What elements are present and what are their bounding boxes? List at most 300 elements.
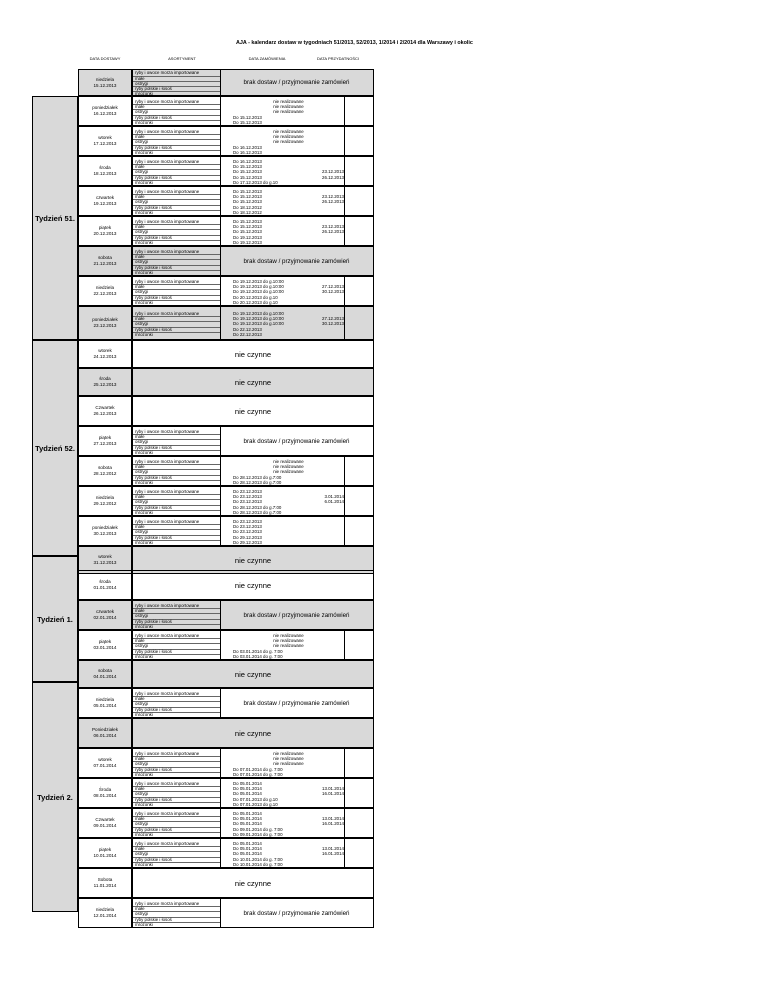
delivery-day	[78, 486, 132, 516]
header-assortment: ASORTYMENT	[168, 56, 196, 61]
day-name: Czwartek	[95, 817, 115, 822]
day-name: wtorek	[98, 348, 112, 353]
assortment-name: ostrygi	[135, 199, 148, 205]
day-name: czwartek	[95, 195, 115, 200]
day-details	[132, 156, 374, 186]
order-deadline: Do 05.01.2014	[233, 791, 262, 797]
column-divider	[344, 307, 345, 339]
day-details	[132, 898, 374, 928]
day-date: 18.12.2013	[93, 171, 117, 176]
day-details	[132, 246, 374, 276]
acceptance-date: 13.01.2014	[322, 846, 344, 852]
column-divider	[220, 601, 221, 629]
day-name: piątek	[98, 639, 112, 644]
assortment-name: ryby polskie i łosoś	[135, 264, 172, 270]
day-name: czwartek	[95, 609, 115, 614]
assortment-name: ryby polskie i łosoś	[135, 648, 172, 654]
assortment-name: ryby i owoce morza importowane	[135, 98, 200, 104]
acceptance-date: 16.01.2014	[322, 791, 344, 797]
assortment-name: ryby i owoce morza importowane	[135, 218, 200, 224]
assortment-name: ryby i owoce morza importowane	[135, 458, 200, 464]
column-divider	[344, 127, 345, 155]
assortment-name: mrożonki	[135, 831, 153, 837]
assortment-name: ryby i owoce morza importowane	[135, 248, 200, 254]
week-label: Tydzień 2.	[32, 682, 78, 912]
day-date: 09.01.2014	[93, 823, 117, 828]
day-details	[132, 340, 374, 368]
assortment-name: ostrygi	[135, 701, 148, 707]
assortment-name: ryby i owoce morza importowane	[135, 840, 200, 846]
delivery-day	[78, 276, 132, 306]
day-details	[132, 718, 374, 748]
delivery-day	[78, 156, 132, 186]
assortment-name: mrożonki	[135, 479, 153, 485]
week-label: Tydzień 52.	[32, 340, 78, 556]
assortment-name: ostrygi	[135, 169, 148, 175]
order-deadline: Do 23.12.2013	[233, 488, 262, 494]
acceptance-date: 26.12.2013	[322, 229, 344, 235]
delivery-day	[78, 838, 132, 868]
assortment-name: małe	[135, 524, 145, 530]
assortment-name: ostrygi	[135, 791, 148, 797]
assortment-row	[133, 654, 373, 659]
document-title: AJA - kalendarz dostaw w tygodniach 51/2013, 52/2013, 1/2014 i 2/2014 dla Warszawy i okolic	[236, 40, 473, 46]
assortment-name: ostrygi	[135, 439, 148, 445]
assortment-row	[133, 862, 373, 867]
assortment-name: ryby polskie i łosoś	[135, 144, 172, 150]
column-divider	[344, 457, 345, 485]
order-deadline: Do 29.12.2013	[233, 539, 262, 545]
order-deadline: Do 15.12.2013	[233, 199, 262, 205]
day-details	[132, 778, 374, 808]
delivery-day	[78, 868, 132, 898]
order-deadline: Do 10.01.2014 do g. 7:00	[233, 856, 283, 862]
assortment-name: ryby i owoce morza importowane	[135, 780, 200, 786]
column-divider	[344, 779, 345, 807]
delivery-day	[78, 246, 132, 276]
order-deadline: Do 05.01.2014	[233, 780, 262, 786]
assortment-name: ryby i owoce morza importowane	[135, 488, 200, 494]
assortment-name: małe	[135, 494, 145, 500]
assortment-name: ostrygi	[135, 139, 148, 145]
order-deadline: Do 19.12.2013 do g.10:00	[233, 321, 284, 327]
order-deadline: Do 20.12.2013 do g.10	[233, 294, 278, 300]
order-deadline: Do 23.12.2013	[233, 518, 262, 524]
assortment-name: ryby polskie i łosoś	[135, 294, 172, 300]
order-deadline: Do 18.12.2012	[233, 204, 262, 210]
column-divider	[220, 899, 221, 927]
closed-label: nie czynne	[234, 406, 272, 416]
assortment-name: mrożonki	[135, 209, 153, 215]
day-name: niedziela	[95, 907, 115, 912]
assortment-name: mrożonki	[135, 623, 153, 629]
acceptance-date: 23.12.2013	[322, 224, 344, 230]
order-deadline: Do 15.12.2013	[233, 114, 262, 120]
order-deadline: Do 07.01.2014 do g. 7:00	[233, 766, 283, 772]
day-details	[132, 456, 374, 486]
order-deadline: Do 15.12.2013	[233, 194, 262, 200]
day-date: 29.12.2012	[93, 501, 117, 506]
day-details	[132, 126, 374, 156]
assortment-name: ryby polskie i łosoś	[135, 856, 172, 862]
assortment-name: ostrygi	[135, 529, 148, 535]
assortment-name: małe	[135, 816, 145, 822]
assortment-name: ryby i owoce morza importowane	[135, 70, 200, 76]
column-divider	[220, 749, 221, 777]
assortment-name: małe	[135, 284, 145, 290]
order-deadline: Do 18.12.2012	[233, 209, 262, 215]
acceptance-date: 13.01.2014	[322, 816, 344, 822]
assortment-name: ryby polskie i łosoś	[135, 916, 172, 922]
acceptance-date: 30.12.2013	[322, 321, 344, 327]
delivery-day	[78, 186, 132, 216]
assortment-name: mrożonki	[135, 299, 153, 305]
assortment-name: ostrygi	[135, 643, 148, 649]
column-divider	[344, 839, 345, 867]
assortment-name: ryby polskie i łosoś	[135, 204, 172, 210]
day-details	[132, 96, 374, 126]
assortment-name: ryby i owoce morza importowane	[135, 810, 200, 816]
assortment-name: ostrygi	[135, 321, 148, 327]
delivery-day	[78, 570, 132, 600]
assortment-name: ryby polskie i łosoś	[135, 174, 172, 180]
assortment-name: ostrygi	[135, 289, 148, 295]
day-date: 20.12.2013	[93, 231, 117, 236]
column-divider	[344, 277, 345, 305]
order-deadline: nie realizowane	[273, 104, 304, 110]
order-deadline: Do 19.12.2013 do g.10:00	[233, 316, 284, 322]
order-deadline: Do 19.12.2013 do g.10:00	[233, 278, 284, 284]
assortment-name: małe	[135, 164, 145, 170]
assortment-name: ryby polskie i łosoś	[135, 474, 172, 480]
order-deadline: Do 29.12.2013	[233, 534, 262, 540]
delivery-day	[78, 306, 132, 340]
order-deadline: nie realizowane	[273, 638, 304, 644]
delivery-day	[78, 660, 132, 688]
day-details	[132, 838, 374, 868]
column-divider	[220, 97, 221, 125]
assortment-name: ryby i owoce morza importowane	[135, 278, 200, 284]
column-divider	[344, 517, 345, 545]
order-deadline: Do 28.12.2013 do g.7:00	[233, 474, 282, 480]
assortment-name: małe	[135, 696, 145, 702]
assortment-row	[133, 240, 373, 245]
assortment-name: mrożonki	[135, 91, 153, 97]
assortment-name: ryby i owoce morza importowane	[135, 310, 200, 316]
order-deadline: Do 19.12.2013	[233, 234, 262, 240]
column-divider	[220, 307, 221, 339]
delivery-day	[78, 426, 132, 456]
assortment-name: ryby i owoce morza importowane	[135, 188, 200, 194]
delivery-day	[78, 396, 132, 426]
column-divider	[220, 631, 221, 659]
day-name: Sobota	[97, 877, 113, 882]
order-deadline: Do 19.12.2013 do g.10:00	[233, 289, 284, 295]
delivery-day	[78, 630, 132, 660]
day-date: 30.12.2013	[93, 531, 117, 536]
assortment-name: ryby polskie i łosoś	[135, 444, 172, 450]
day-details	[132, 426, 374, 456]
day-date: 08.01.2014	[93, 793, 117, 798]
day-details	[132, 186, 374, 216]
assortment-name: mrożonki	[135, 179, 153, 185]
order-deadline: nie realizowane	[273, 632, 304, 638]
order-deadline: Do 19.12.2013 do g.10:00	[233, 310, 284, 316]
assortment-name: mrożonki	[135, 331, 153, 337]
assortment-name: ostrygi	[135, 80, 148, 86]
no-delivery-message: brak dostaw / przyjmowanie zamówień	[243, 437, 350, 445]
week-label: Tydzień 51.	[32, 96, 78, 340]
day-details	[132, 368, 374, 396]
acceptance-date: 27.12.2013	[322, 316, 344, 322]
order-deadline: Do 15.12.2013	[233, 174, 262, 180]
assortment-name: ryby i owoce morza importowane	[135, 750, 200, 756]
assortment-name: małe	[135, 316, 145, 322]
day-date: 06.01.2014	[93, 733, 117, 738]
order-deadline: Do 03.01.2014 do g. 7:00	[233, 648, 283, 654]
day-date: 31.12.2013	[93, 560, 117, 565]
day-date: 22.12.2013	[93, 291, 117, 296]
day-details	[132, 396, 374, 426]
order-deadline: nie realizowane	[273, 139, 304, 145]
assortment-name: mrożonki	[135, 119, 153, 125]
day-date: 02.01.2014	[93, 615, 117, 620]
order-deadline: Do 16.12.2013	[233, 158, 262, 164]
assortment-name: mrożonki	[135, 653, 153, 659]
delivery-day	[78, 688, 132, 718]
day-name: piątek	[98, 225, 112, 230]
order-deadline: Do 23.12.2013	[233, 494, 262, 500]
assortment-name: ryby i owoce morza importowane	[135, 518, 200, 524]
column-divider	[220, 487, 221, 515]
order-deadline: Do 09.01.2014 do g. 7:00	[233, 826, 283, 832]
closed-label: nie czynne	[234, 580, 272, 590]
assortment-name: małe	[135, 75, 145, 81]
day-name: sobota	[98, 465, 112, 470]
day-date: 04.01.2014	[93, 674, 117, 679]
column-divider	[220, 427, 221, 455]
day-details	[132, 306, 374, 340]
assortment-row	[133, 150, 373, 155]
acceptance-date: 27.12.2013	[322, 284, 344, 290]
assortment-name: ostrygi	[135, 761, 148, 767]
assortment-name: małe	[135, 134, 145, 140]
week-label: Tydzień 1.	[32, 556, 78, 682]
delivery-calendar-table	[32, 50, 374, 946]
column-divider	[344, 487, 345, 515]
order-deadline: Do 15.12.2013	[233, 224, 262, 230]
day-name: wtorek	[98, 554, 112, 559]
column-divider	[344, 97, 345, 125]
day-date: 21.12.2013	[93, 261, 117, 266]
column-divider	[220, 70, 221, 95]
delivery-day	[78, 516, 132, 546]
column-divider	[344, 749, 345, 777]
order-deadline: Do 15.12.2013	[233, 164, 262, 170]
delivery-day	[78, 718, 132, 748]
day-date: 17.12.2013	[93, 141, 117, 146]
assortment-row	[133, 510, 373, 515]
assortment-name: mrożonki	[135, 921, 153, 927]
order-deadline: Do 05.01.2014	[233, 810, 262, 816]
day-name: poniedziałek	[92, 317, 118, 322]
assortment-name: ryby polskie i łosoś	[135, 618, 172, 624]
assortment-name: mrożonki	[135, 711, 153, 717]
order-deadline: Do 17.12.2013 do g.10	[233, 179, 278, 185]
assortment-row	[133, 832, 373, 837]
column-divider	[220, 809, 221, 837]
column-divider	[220, 779, 221, 807]
assortment-row	[133, 802, 373, 807]
assortment-name: ostrygi	[135, 851, 148, 857]
day-date: 10.01.2014	[93, 853, 117, 858]
order-deadline: Do 22.12.2013	[233, 331, 262, 337]
column-divider	[220, 157, 221, 185]
day-name: środa	[99, 376, 111, 381]
delivery-day	[78, 69, 132, 96]
column-divider	[220, 689, 221, 717]
day-name: sobota	[98, 255, 112, 260]
header-acceptance-date: DATA PRZYDATNOŚCI	[316, 56, 359, 61]
acceptance-date: 23.12.2013	[322, 194, 344, 200]
column-divider	[344, 631, 345, 659]
day-details	[132, 276, 374, 306]
assortment-row	[133, 210, 373, 215]
order-deadline: nie realizowane	[273, 756, 304, 762]
day-date: 26.12.2013	[93, 411, 117, 416]
order-deadline: Do 05.01.2014	[233, 816, 262, 822]
order-deadline: nie realizowane	[273, 469, 304, 475]
order-deadline: Do 15.12.2013	[233, 169, 262, 175]
no-delivery-message: brak dostaw / przyjmowanie zamówień	[243, 699, 350, 707]
day-name: Środa	[98, 787, 112, 792]
assortment-name: ryby polskie i łosoś	[135, 234, 172, 240]
assortment-name: mrożonki	[135, 861, 153, 867]
column-divider	[220, 839, 221, 867]
assortment-name: małe	[135, 608, 145, 614]
assortment-name: ostrygi	[135, 821, 148, 827]
column-divider	[344, 217, 345, 245]
assortment-name: mrożonki	[135, 539, 153, 545]
column-divider	[220, 187, 221, 215]
delivery-day	[78, 898, 132, 928]
order-deadline: Do 23.12.2013	[233, 499, 262, 505]
closed-label: nie czynne	[234, 555, 272, 565]
assortment-row	[133, 480, 373, 485]
assortment-name: ryby polskie i łosoś	[135, 326, 172, 332]
assortment-name: ostrygi	[135, 109, 148, 115]
order-deadline: nie realizowane	[273, 464, 304, 470]
order-deadline: Do 05.01.2014	[233, 821, 262, 827]
acceptance-date: 3.01.2014	[324, 494, 344, 500]
order-deadline: Do 07.01.2013 do g.10	[233, 796, 278, 802]
assortment-row	[133, 772, 373, 777]
delivery-day	[78, 456, 132, 486]
assortment-name: małe	[135, 906, 145, 912]
order-deadline: nie realizowane	[273, 761, 304, 767]
assortment-row	[133, 540, 373, 545]
assortment-name: ostrygi	[135, 229, 148, 235]
assortment-name: mrożonki	[135, 771, 153, 777]
closed-label: nie czynne	[234, 669, 272, 679]
no-delivery-message: brak dostaw / przyjmowanie zamówień	[243, 257, 350, 265]
day-date: 07.01.2014	[93, 763, 117, 768]
order-deadline: Do 10.01.2014 do g. 7:00	[233, 861, 283, 867]
assortment-name: mrożonki	[135, 801, 153, 807]
assortment-name: ostrygi	[135, 911, 148, 917]
day-name: Czwartek	[95, 405, 115, 410]
order-deadline: Do 09.01.2014 do g. 7:00	[233, 831, 283, 837]
day-details	[132, 748, 374, 778]
day-date: 11.01.2014	[93, 883, 117, 888]
assortment-name: małe	[135, 464, 145, 470]
delivery-day	[78, 600, 132, 630]
delivery-day	[78, 808, 132, 838]
order-deadline: nie realizowane	[273, 128, 304, 134]
day-name: środa	[99, 579, 111, 584]
order-deadline: Do 28.12.2013 do g.7:00	[233, 504, 282, 510]
day-date: 16.12.2013	[93, 111, 117, 116]
day-details	[132, 69, 374, 96]
order-deadline: Do 15.12.2013	[233, 229, 262, 235]
order-deadline: nie realizowane	[273, 98, 304, 104]
closed-label: nie czynne	[234, 349, 272, 359]
delivery-day	[78, 368, 132, 396]
order-deadline: Do 19.12.2013 do g.10:00	[233, 284, 284, 290]
no-delivery-message: brak dostaw / przyjmowanie zamówień	[243, 909, 350, 917]
acceptance-date: 26.12.2013	[322, 174, 344, 180]
order-deadline: Do 05.01.2014	[233, 846, 262, 852]
day-details	[132, 516, 374, 546]
order-deadline: Do 05.01.2014	[233, 851, 262, 857]
assortment-name: ryby polskie i łosoś	[135, 826, 172, 832]
acceptance-date: 16.01.2014	[322, 821, 344, 827]
assortment-name: małe	[135, 104, 145, 110]
order-deadline: Do 23.12.2013	[233, 524, 262, 530]
order-deadline: Do 05.01.2014	[233, 840, 262, 846]
day-details	[132, 600, 374, 630]
day-name: poniedziałek	[92, 525, 118, 530]
assortment-name: małe	[135, 194, 145, 200]
assortment-name: mrożonki	[135, 509, 153, 515]
day-details	[132, 630, 374, 660]
assortment-name: ryby i owoce morza importowane	[135, 632, 200, 638]
day-date: 24.12.2013	[93, 354, 117, 359]
assortment-name: małe	[135, 254, 145, 260]
order-deadline: Do 16.12.2013	[233, 144, 262, 150]
assortment-name: ryby polskie i łosoś	[135, 796, 172, 802]
order-deadline: nie realizowane	[273, 750, 304, 756]
assortment-name: mrożonki	[135, 239, 153, 245]
header-order-date: DATA ZAMÓWIENIA	[248, 56, 286, 61]
acceptance-date: 16.01.2014	[322, 851, 344, 857]
assortment-row	[133, 180, 373, 185]
day-date: 01.01.2014	[93, 585, 117, 590]
day-name: niedziela	[95, 495, 115, 500]
day-details	[132, 486, 374, 516]
assortment-name: ostrygi	[135, 259, 148, 265]
delivery-day	[78, 778, 132, 808]
day-date: 15.12.2013	[93, 82, 117, 88]
order-deadline: Do 16.12.2013	[233, 149, 262, 155]
column-divider	[220, 457, 221, 485]
assortment-name: ryby polskie i łosoś	[135, 504, 172, 510]
delivery-day	[78, 340, 132, 368]
order-deadline: nie realizowane	[273, 643, 304, 649]
day-details	[132, 216, 374, 246]
assortment-name: ryby polskie i łosoś	[135, 706, 172, 712]
header-delivery-date: DATA DOSTAWY	[89, 56, 121, 61]
